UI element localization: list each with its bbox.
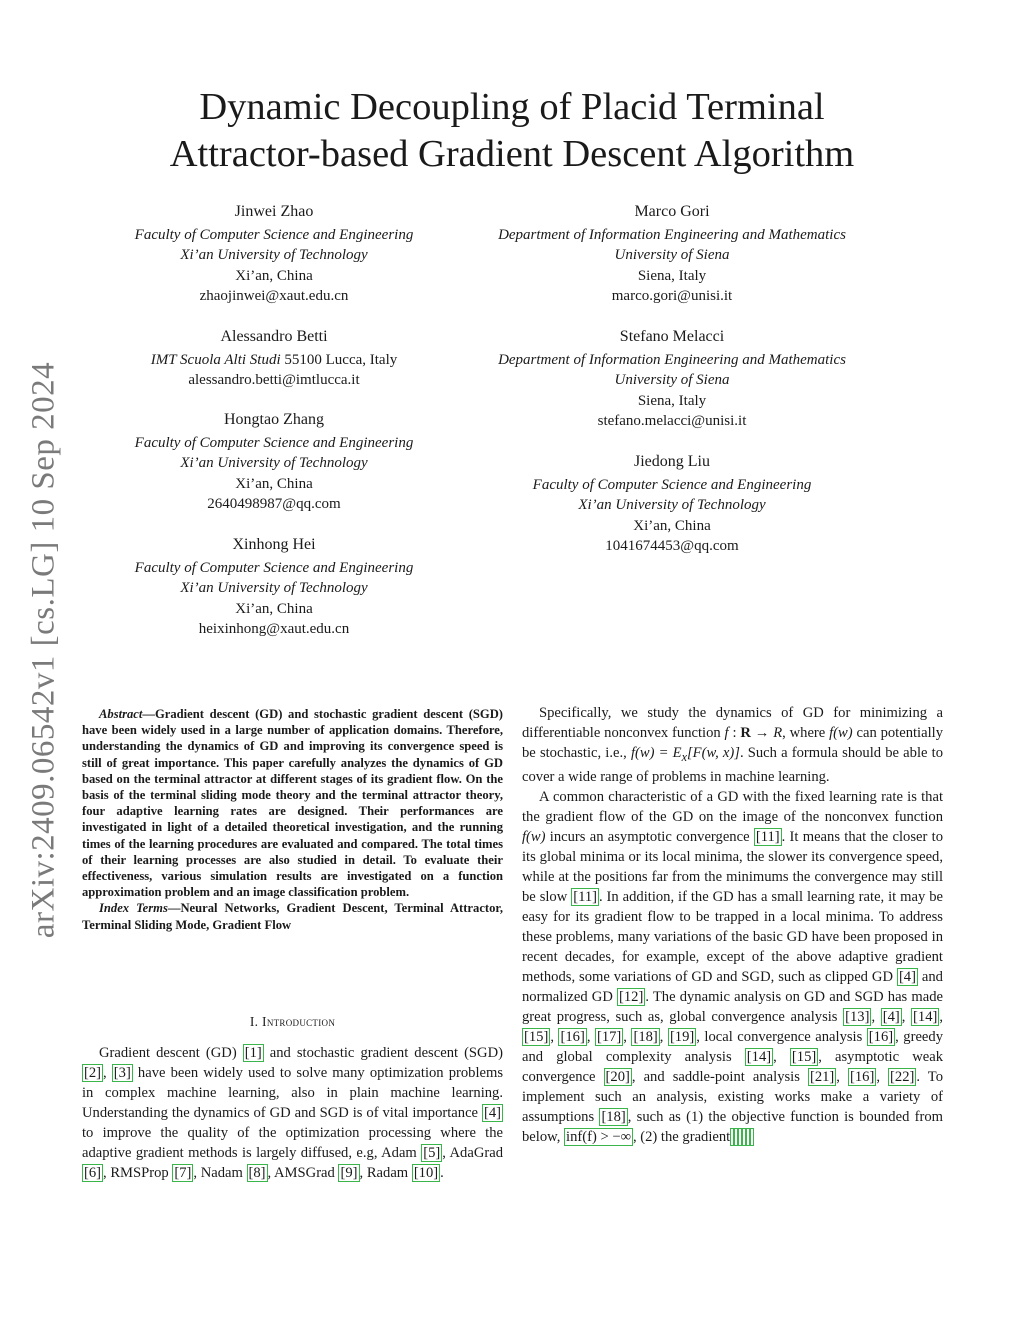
author-location: Siena, Italy: [637, 392, 707, 409]
author-location: Xi’an, China: [235, 600, 313, 617]
text-run: , local convergence analysis: [696, 1028, 867, 1045]
text-run: and stochastic gradient descent (SGD): [263, 1045, 503, 1061]
text-run: ,: [103, 1065, 112, 1081]
citation-link[interactable]: [1]: [244, 1045, 262, 1061]
text-run: Specifically, we study the dynamics of GD for minimizing a differentiable nonconvex function: [522, 705, 943, 741]
author-email: alessandro.betti@imtlucca.it: [188, 372, 360, 388]
citation-link[interactable]: [16]: [868, 1028, 894, 1045]
citation-link[interactable]: [7]: [174, 1165, 192, 1181]
author-email: stefano.melacci@unisi.it: [597, 413, 747, 429]
author-email: 1041674453@qq.com: [605, 538, 739, 554]
text-run: , Radam: [359, 1165, 412, 1181]
author-block: [59, 535, 489, 640]
section-heading: [82, 1014, 503, 1030]
section-number: I.: [249, 1014, 263, 1029]
title-line-1: Dynamic Decoupling of Placid Terminal: [199, 86, 825, 128]
citation-link[interactable]: [14]: [746, 1048, 772, 1065]
citation-link[interactable]: [18]: [633, 1028, 658, 1045]
citation-link[interactable]: [21]: [809, 1068, 835, 1085]
author-block: [457, 327, 887, 432]
citation-link[interactable]: [17]: [596, 1028, 622, 1045]
intro-paragraph: [82, 1043, 503, 1183]
text-run: to improve the quality of the optimization processing where the adaptive gradient methods is largely diffused, e.g, Adam: [82, 1125, 503, 1161]
text-run: , greedy and global complexity analysis: [522, 1028, 943, 1065]
author-affiliation: Xi’an University of Technology: [180, 580, 368, 596]
abstract: [82, 706, 503, 933]
math-inline: R: [773, 725, 783, 741]
abstract-text: —Gradient descent (GD) and stochastic gradient descent (SGD) have been widely used in a large number of application domains. Therefore, understanding the dynamics of GD and improving its convergence speed is still of great importance. This paper carefully analyzes the dynamics of GD based on the terminal attractor at different stages of its gradient flow. On the basis of the terminal sliding mode theory and the terminal attractor theory, four adaptive learning rates are designed. Their performances are investigated in light of a detailed theoretical investigation, and the running times of the learning procedures are evaluated and compared. The total times of their learning processes are also studied in detail. To evaluate their effectiveness, various simulation results are investigated on a function approximation problem and an image classification problem.: [82, 707, 503, 900]
text-run: ,: [659, 1028, 668, 1045]
citation-link[interactable]: [750, 1128, 754, 1146]
text-run: ,: [623, 1028, 632, 1045]
text-run: , RMSProp: [103, 1165, 173, 1181]
author-location: Siena, Italy: [637, 267, 707, 284]
text-run: . In addition, if the GD has a small learning rate, it may be easy for its gradient flow to be trapped in a local minima. To address these problems, many variations of the basic GD have been proposed in recent decades, for example, except of the above adaptive gradient methods, some variations of GD and SGD, such as clipped GD: [522, 888, 943, 985]
author-affiliation: [59, 350, 489, 371]
text-run: . It means that the closer to its global minima or its local minima, the slower its convergence speed, while at the positions far from the minimums the convergence may still be slow: [522, 828, 943, 905]
author-affiliation: University of Siena: [614, 247, 730, 263]
text-run: . To implement such an analysis, existing works make a variety of assumptions: [522, 1068, 943, 1125]
author-affiliation: Faculty of Computer Science and Engineering: [134, 559, 414, 576]
arxiv-id-text: arXiv:2409.06542v1 [cs.LG] 10 Sep 2024: [25, 361, 62, 939]
citation-link[interactable]: [6]: [84, 1165, 102, 1181]
text-run: .: [440, 1165, 444, 1181]
text-run: , such as (1) the objective function is bounded from below,: [522, 1108, 944, 1145]
math-inline: R: [740, 725, 751, 741]
text-run: and normalized GD: [522, 968, 943, 1005]
author-email: zhaojinwei@xaut.edu.cn: [199, 288, 349, 304]
text-run: can potentially be stochastic, i.e.,: [522, 725, 943, 761]
paper-title: [80, 84, 944, 178]
citation-link[interactable]: [4]: [882, 1008, 900, 1025]
citation-link[interactable]: [4]: [898, 968, 916, 985]
math-inline: f: [724, 725, 729, 741]
author-name: Stefano Melacci: [619, 328, 725, 345]
citation-link[interactable]: [4]: [483, 1105, 501, 1121]
author-affiliation: Faculty of Computer Science and Engineering: [134, 226, 414, 243]
text-run: . The dynamic analysis on GD and SGD has made great progress, such as, global convergence analysis: [522, 988, 943, 1025]
text-run: have been widely used to solve many optimization problems in complex machine learning, also in plain machine learning. Understanding the dynamics of GD and SGD is of vital importance: [82, 1065, 504, 1121]
text-run: ,: [871, 1008, 881, 1025]
abstract-label: Abstract: [99, 707, 143, 721]
right-column: [522, 703, 943, 1147]
text-run: A common characteristic of a GD with the fixed learning rate is that the gradient flow of the GD on the image of the nonconvex function: [522, 788, 943, 825]
citation-link[interactable]: [5]: [423, 1145, 441, 1161]
author-affiliation: Faculty of Computer Science and Engineering: [532, 476, 812, 493]
citation-link[interactable]: [11]: [573, 888, 597, 905]
author-block: [59, 202, 489, 307]
citation-link[interactable]: [10]: [413, 1165, 439, 1181]
author-name: Jinwei Zhao: [234, 203, 314, 220]
citation-link[interactable]: [15]: [791, 1048, 817, 1065]
citation-link[interactable]: [12]: [619, 988, 644, 1005]
text-run: ,: [836, 1068, 848, 1085]
author-name: Xinhong Hei: [232, 536, 316, 553]
author-block: [59, 410, 489, 515]
text-run: , Nadam: [193, 1165, 247, 1181]
author-affiliation: University of Siena: [614, 372, 730, 388]
math-inline: [F(w, x)]: [687, 745, 740, 761]
intro-column: [82, 1043, 503, 1183]
text-run: ,: [876, 1068, 889, 1085]
citation-link[interactable]: [3]: [113, 1065, 131, 1081]
citation-link[interactable]: [16]: [850, 1068, 875, 1085]
author-affiliation: Department of Information Engineering and Mathematics: [498, 351, 846, 368]
citation-link[interactable]: [14]: [913, 1008, 938, 1025]
author-affiliation: Faculty of Computer Science and Engineering: [134, 434, 414, 451]
author-affiliation: Xi’an University of Technology: [180, 455, 368, 471]
text-run: , (2) the gradient: [632, 1128, 731, 1145]
author-name: Hongtao Zhang: [224, 411, 324, 428]
citation-link[interactable]: [2]: [84, 1065, 102, 1081]
math-inline: f(w): [829, 725, 853, 741]
text-run: . Such a formula should be able to cover a wide range of problems in machine learning.: [522, 745, 944, 785]
text-run: ,: [550, 1028, 559, 1045]
text-run: →: [750, 725, 774, 741]
author-affiliation: Xi’an University of Technology: [578, 497, 766, 513]
author-block: [59, 327, 489, 391]
right-paragraph-2: [522, 787, 943, 1147]
text-run: , where: [782, 725, 830, 741]
author-block: [457, 202, 887, 307]
citation-link[interactable]: [13]: [845, 1008, 870, 1025]
citation-link[interactable]: [11]: [755, 828, 780, 845]
author-email: marco.gori@unisi.it: [611, 288, 733, 304]
citation-link[interactable]: [20]: [605, 1068, 630, 1085]
math-inline: f(w): [522, 828, 546, 845]
index-terms-text: —Neural Networks, Gradient Descent, Terminal Attractor, Terminal Sliding Mode, Gradient Flow: [82, 901, 503, 932]
text-run: , and saddle-point analysis: [631, 1068, 808, 1085]
text-run: ,: [773, 1048, 790, 1065]
author-email: 2640498987@qq.com: [207, 496, 341, 512]
citation-link[interactable]: [8]: [248, 1165, 266, 1181]
citation-link[interactable]: [16]: [560, 1028, 585, 1045]
math-subscript: x: [681, 749, 687, 764]
author-affiliation: Xi’an University of Technology: [180, 247, 368, 263]
citation-link[interactable]: inf(f) > −∞: [566, 1128, 631, 1145]
right-paragraph-1: [522, 703, 943, 787]
author-location: Xi’an, China: [235, 475, 313, 492]
citation-link[interactable]: [15]: [524, 1028, 549, 1045]
citation-link[interactable]: [19]: [669, 1028, 695, 1045]
section-title: Introduction: [262, 1014, 336, 1029]
author-affiliation-institute: IMT Scuola Alti Studi: [150, 351, 281, 368]
author-name: Jiedong Liu: [634, 453, 710, 470]
author-email: heixinhong@xaut.edu.cn: [198, 621, 350, 637]
citation-link[interactable]: [9]: [340, 1165, 358, 1181]
text-run: ,: [939, 1008, 944, 1025]
citation-link[interactable]: [22]: [890, 1068, 915, 1085]
math-inline: f(w) = E: [630, 745, 682, 761]
text-run: :: [728, 725, 741, 741]
author-block: [457, 452, 887, 557]
text-run: , AdaGrad: [442, 1145, 504, 1161]
text-run: , AMSGrad: [267, 1165, 339, 1181]
text-run: Gradient descent (GD): [99, 1045, 243, 1061]
text-run: ,: [586, 1028, 595, 1045]
author-name: Alessandro Betti: [220, 328, 328, 345]
author-location: Xi’an, China: [633, 517, 711, 534]
index-terms-label: Index Terms: [99, 901, 168, 916]
author-name: Marco Gori: [634, 203, 710, 220]
text-run: , asymptotic weak convergence: [522, 1048, 943, 1085]
citation-link[interactable]: [18]: [601, 1108, 626, 1125]
author-affiliation: Department of Information Engineering and Mathematics: [498, 226, 846, 243]
text-run: incurs an asymptotic convergence: [545, 828, 754, 845]
title-line-2: Attractor-based Gradient Descent Algorithm: [169, 133, 855, 175]
text-run: ,: [901, 1008, 912, 1025]
author-affiliation-location: 55100 Lucca, Italy: [280, 351, 398, 368]
author-location: Xi’an, China: [235, 267, 313, 284]
